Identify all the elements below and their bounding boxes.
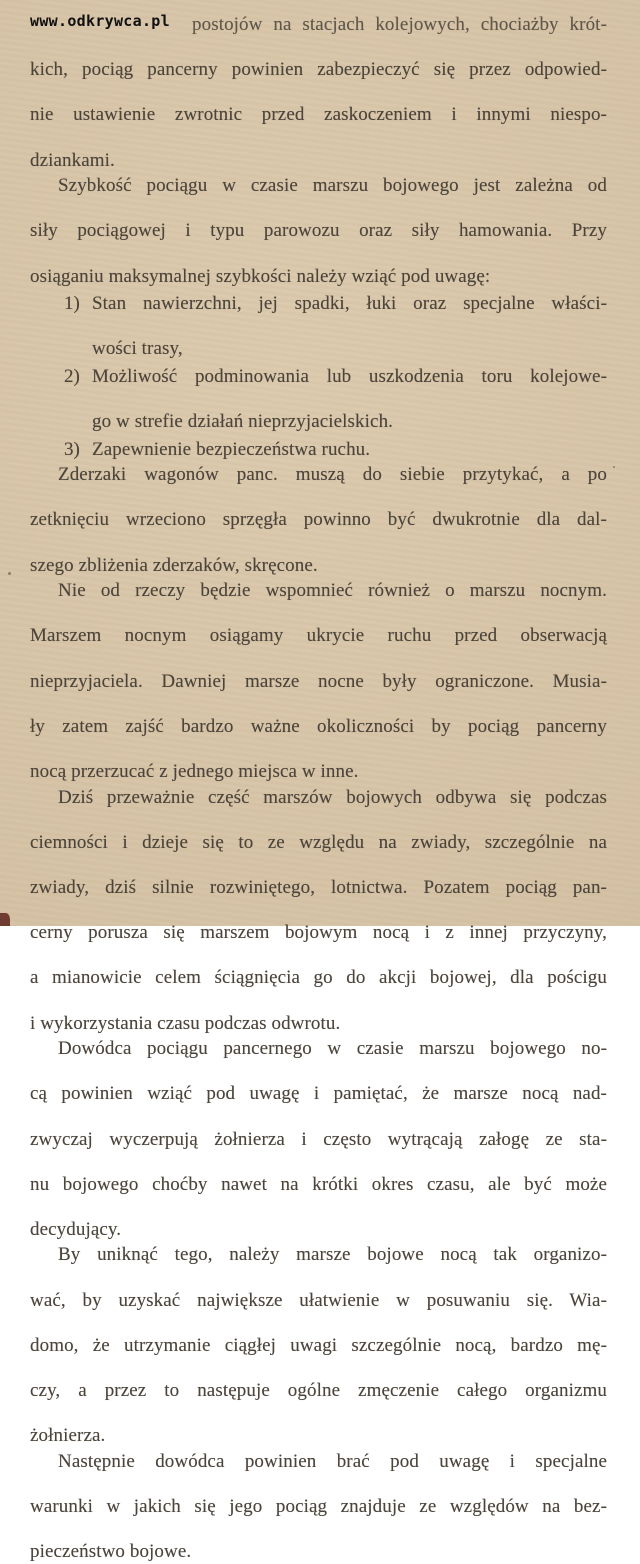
text-line: Szybkość pociągu w czasie marszu bojowego jest zależna od xyxy=(58,175,607,197)
paragraph xyxy=(30,175,607,288)
paragraph xyxy=(30,787,607,1036)
text-line: ły zatem zajść bardzo ważne okoliczności by pociąg pancerny xyxy=(30,715,607,737)
text-line: nocą przerzucać z jednego miejsca w inne. xyxy=(30,761,359,782)
text-line: domo, że utrzymanie ciągłej uwagi szczególnie nocą, bardzo mę- xyxy=(30,1334,607,1356)
list-number: 2) xyxy=(64,365,80,387)
text-line: czy, a przez to następuje ogólne zmęczenie całego organizmu xyxy=(30,1380,607,1402)
text-line: nieprzyjaciela. Dawniej marsze nocne były ograniczone. Musia- xyxy=(30,670,607,692)
text-line: zetknięciu wrzeciono sprzęgła powinno być dwukrotnie dla dal- xyxy=(30,509,607,531)
text-line: wości trasy, xyxy=(92,338,183,360)
text-line: pieczeństwo bojowe. xyxy=(30,1541,192,1563)
text-line: zwyczaj wyczerpują żołnierza i często wytrącają załogę ze sta- xyxy=(30,1128,607,1150)
text-line: nie ustawienie zwrotnic przed zaskoczeniem i innymi niespo- xyxy=(30,104,607,126)
paragraph xyxy=(30,1244,607,1447)
list-item xyxy=(30,439,607,462)
text-line: decydujący. xyxy=(30,1218,122,1240)
text-block xyxy=(30,11,607,1564)
text-line: Następnie dowódca powinien brać pod uwagę i specjalne xyxy=(58,1450,607,1472)
text-line: Zapewnienie bezpieczeństwa ruchu. xyxy=(92,438,371,460)
text-line: nu bojowego choćby nawet na krótki okres czasu, ale być może xyxy=(30,1173,607,1195)
page-corner-mark xyxy=(0,913,10,926)
text-line: kich, pociąg pancerny powinien zabezpieczyć się przez odpowied- xyxy=(30,59,607,81)
text-line: Zderzaki wagonów panc. muszą do siebie przytykać, a po xyxy=(58,464,607,486)
paragraph xyxy=(30,580,607,783)
text-line: postojów na stacjach kolejowych, chociażby krót- xyxy=(192,14,607,35)
text-line: dziankami. xyxy=(30,149,115,171)
text-line: i wykorzystania czasu podczas odwrotu. xyxy=(30,1012,341,1034)
text-line: ciemności i dzieje się to ze względu na zwiady, szczególnie na xyxy=(30,831,607,853)
paragraph xyxy=(30,1038,607,1241)
paragraph xyxy=(30,14,607,172)
text-line: Dowódca pociągu pancernego w czasie marszu bojowego no- xyxy=(58,1038,607,1060)
text-line: wać, by uzyskać największe ułatwienie w posuwaniu się. Wia- xyxy=(30,1289,607,1311)
text-line: szego zbliżenia zderzaków, skręcone. xyxy=(30,554,318,576)
text-line: siły pociągowej i typu parowozu oraz siły hamowania. Przy xyxy=(30,220,607,242)
text-line: żołnierza. xyxy=(30,1425,106,1447)
paper-speck xyxy=(8,572,11,575)
list-item xyxy=(30,366,607,434)
list-number: 3) xyxy=(64,438,80,460)
text-line: Dziś przeważnie część marszów bojowych odbywa się podczas xyxy=(58,786,607,808)
list-item xyxy=(30,293,607,361)
text-line: Nie od rzeczy będzie wspomnieć również o marszu nocnym. xyxy=(58,580,607,602)
list-number: 1) xyxy=(64,293,80,315)
paragraph xyxy=(30,464,607,577)
text-line: cerny porusza się marszem bojowym nocą i z innej przyczyny, xyxy=(30,922,607,944)
text-line: go w strefie działań nieprzyjacielskich. xyxy=(92,411,394,433)
text-line: warunki w jakich się jego pociąg znajduje ze względów na bez- xyxy=(30,1496,607,1517)
text-line: By uniknąć tego, należy marsze bojowe nocą tak organizo- xyxy=(58,1244,607,1266)
text-line: Marszem nocnym osiągamy ukrycie ruchu przed obserwacją xyxy=(30,625,607,647)
paper-speck xyxy=(613,466,615,468)
text-line: cą powinien wziąć pod uwagę i pamiętać, że marsze nocą nad- xyxy=(30,1083,607,1105)
text-line: Możliwość podminowania lub uszkodzenia toru kolejowe- xyxy=(92,365,607,387)
text-line: osiąganiu maksymalnej szybkości należy wziąć pod uwagę: xyxy=(30,265,491,287)
watermark: www.odkrywca.pl xyxy=(30,12,170,30)
text-line: Stan nawierzchni, jej spadki, łuki oraz specjalne właści- xyxy=(92,293,607,315)
text-line: zwiady, dziś silnie rozwiniętego, lotnictwa. Pozatem pociąg pan- xyxy=(30,876,607,898)
text-line: a mianowicie celem ściągnięcia go do akcji bojowej, dla pościgu xyxy=(30,967,607,989)
paragraph xyxy=(30,1451,607,1564)
